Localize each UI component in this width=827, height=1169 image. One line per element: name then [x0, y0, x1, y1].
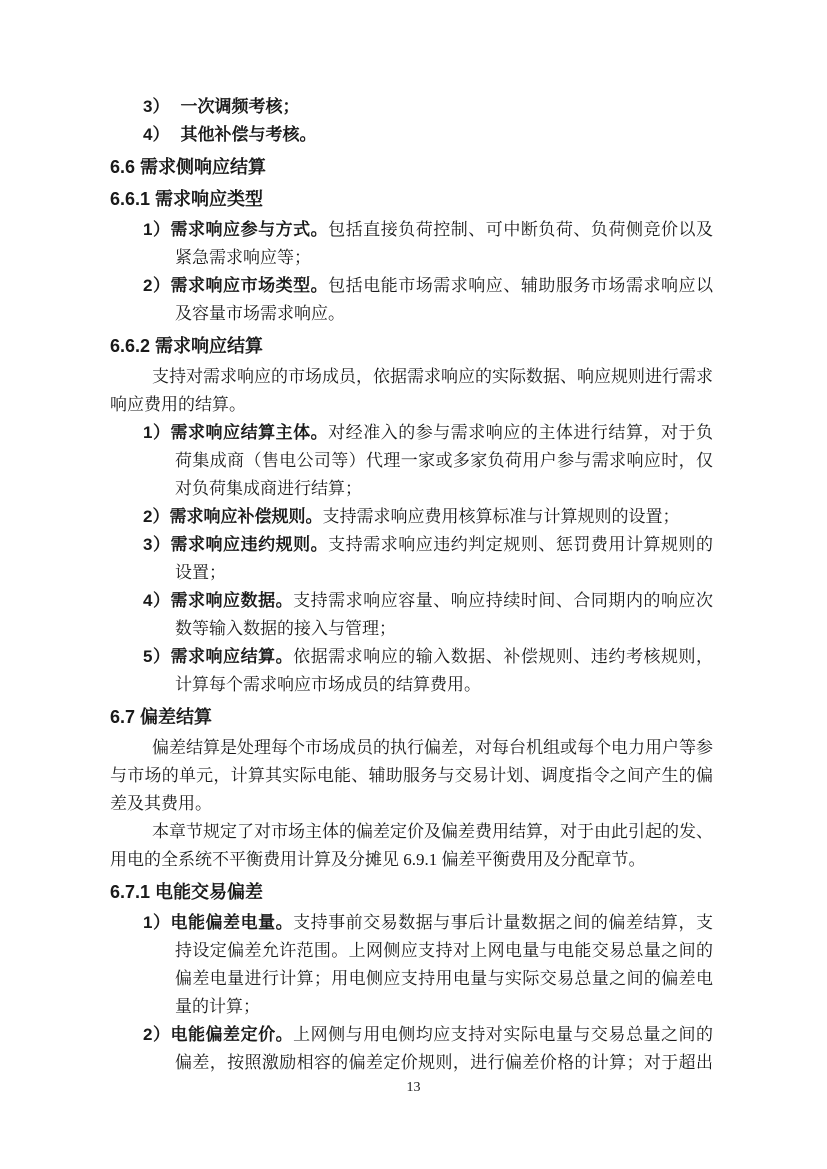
text-line	[110, 503, 713, 531]
body-text: 支持需求响应费用核算标准与计算规则的设置；	[322, 507, 680, 526]
text-line	[110, 615, 713, 643]
list-item	[110, 909, 713, 1021]
text-line	[110, 363, 713, 391]
body-text: 偏差，按照激励相容的偏差定价规则，进行偏差价格的计算；对于超出	[175, 1053, 713, 1072]
text-line	[110, 734, 713, 762]
document-body	[110, 93, 713, 1077]
bold-text: 一次调频考核；	[180, 97, 300, 116]
body-text: 差及其费用。	[110, 794, 212, 813]
list-item	[110, 216, 713, 272]
bold-text: 需求响应补偿规则。	[169, 507, 323, 526]
body-text: 计算每个需求响应市场成员的结算费用。	[175, 675, 481, 694]
list-number: 1）	[143, 423, 171, 442]
body-text: 支持需求响应违约判定规则、惩罚费用计算规则的	[328, 535, 714, 554]
paragraph	[110, 363, 713, 419]
list-item	[110, 419, 713, 503]
list-item	[110, 93, 713, 121]
text-line	[110, 531, 713, 559]
text-line	[110, 937, 713, 965]
list-item	[110, 503, 713, 531]
body-text: 响应费用的结算。	[110, 395, 246, 414]
text-line	[110, 391, 713, 419]
text-line	[110, 121, 713, 149]
paragraph	[110, 734, 713, 818]
list-number: 3）	[143, 97, 170, 116]
list-item	[110, 272, 713, 328]
body-text: 荷集成商（售电公司等）代理一家或多家负荷用户参与需求响应时，仅	[175, 451, 713, 470]
body-text: 设置；	[175, 563, 226, 582]
text-line	[110, 272, 713, 300]
list-item	[110, 587, 713, 643]
list-number: 3）	[143, 535, 171, 554]
body-text: 与市场的单元，计算其实际电能、辅助服务与交易计划、调度指令之间产生的偏	[110, 766, 713, 785]
list-number: 2）	[143, 276, 171, 295]
list-number: 1）	[143, 220, 171, 239]
body-text: 及容量市场需求响应。	[175, 304, 345, 323]
text-line	[110, 818, 713, 846]
text-line	[110, 671, 713, 699]
list-item	[110, 1021, 713, 1077]
body-text: 对负荷集成商进行结算；	[175, 479, 362, 498]
text-line	[110, 447, 713, 475]
text-line	[110, 93, 713, 121]
text-line	[110, 1049, 713, 1077]
section-heading: 6.7.1 电能交易偏差	[110, 882, 264, 902]
text-line	[110, 790, 713, 818]
section-heading: 6.7 偏差结算	[110, 707, 213, 727]
list-number: 4）	[143, 125, 170, 144]
text-line	[110, 762, 713, 790]
body-text: 包括直接负荷控制、可中断负荷、负荷侧竞价以及	[328, 220, 714, 239]
text-line	[110, 643, 713, 671]
body-text: 支持需求响应容量、响应持续时间、合同期内的响应次	[293, 591, 714, 610]
section-heading: 6.6 需求侧响应结算	[110, 157, 267, 177]
bold-text: 电能偏差定价。	[170, 1025, 294, 1044]
bold-text: 电能偏差电量。	[170, 913, 294, 932]
list-item	[110, 531, 713, 587]
page-number: 13	[406, 1080, 421, 1095]
list-number: 4）	[143, 591, 171, 610]
bold-text: 需求响应参与方式。	[170, 220, 329, 239]
bold-text: 需求响应市场类型。	[170, 276, 329, 295]
body-text: 用电的全系统不平衡费用计算及分摊见 6.9.1 偏差平衡费用及分配章节。	[110, 850, 646, 869]
body-text: 上网侧与用电侧均应支持对实际电量与交易总量之间的	[293, 1025, 714, 1044]
list-item	[110, 121, 713, 149]
body-text: 支持事前交易数据与事后计量数据之间的偏差结算，支	[293, 913, 714, 932]
bold-text: 需求响应结算主体。	[170, 423, 329, 442]
text-line	[110, 965, 713, 993]
list-number: 2）	[143, 507, 170, 526]
body-text: 偏差电量进行计算；用电侧应支持用电量与实际交易总量之间的偏差电	[175, 969, 713, 988]
text-line	[110, 993, 713, 1021]
list-item	[110, 643, 713, 699]
list-number: 2）	[143, 1025, 171, 1044]
body-text: 量的计算；	[175, 997, 260, 1016]
text-line	[110, 244, 713, 272]
bold-text: 需求响应结算。	[170, 647, 294, 666]
text-line	[110, 559, 713, 587]
bold-text: 其他补偿与考核。	[180, 125, 317, 144]
list-number: 5）	[143, 647, 171, 666]
list-number: 1）	[143, 913, 171, 932]
text-line	[110, 300, 713, 328]
text-line	[110, 1021, 713, 1049]
body-text: 持设定偏差允许范围。上网侧应支持对上网电量与电能交易总量之间的	[175, 941, 713, 960]
body-text: 本章节规定了对市场主体的偏差定价及偏差费用结算，对于由此引起的发、	[152, 822, 713, 841]
body-text: 数等输入数据的接入与管理；	[175, 619, 396, 638]
section-heading: 6.6.2 需求响应结算	[110, 336, 264, 356]
text-line	[110, 909, 713, 937]
body-text: 支持对需求响应的市场成员，依据需求响应的实际数据、响应规则进行需求	[152, 367, 713, 386]
text-line	[110, 216, 713, 244]
paragraph	[110, 818, 713, 874]
bold-text: 需求响应数据。	[170, 591, 294, 610]
bold-text: 需求响应违约规则。	[170, 535, 329, 554]
body-text: 偏差结算是处理每个市场成员的执行偏差，对每台机组或每个电力用户等参	[152, 738, 713, 757]
body-text: 依据需求响应的输入数据、补偿规则、违约考核规则，	[293, 647, 714, 666]
body-text: 包括电能市场需求响应、辅助服务市场需求响应以	[328, 276, 714, 295]
text-line	[110, 587, 713, 615]
body-text: 紧急需求响应等；	[175, 248, 311, 267]
text-line	[110, 475, 713, 503]
text-line	[110, 419, 713, 447]
section-heading: 6.6.1 需求响应类型	[110, 189, 264, 209]
body-text: 对经准入的参与需求响应的主体进行结算，对于负	[328, 423, 714, 442]
text-line	[110, 846, 713, 874]
